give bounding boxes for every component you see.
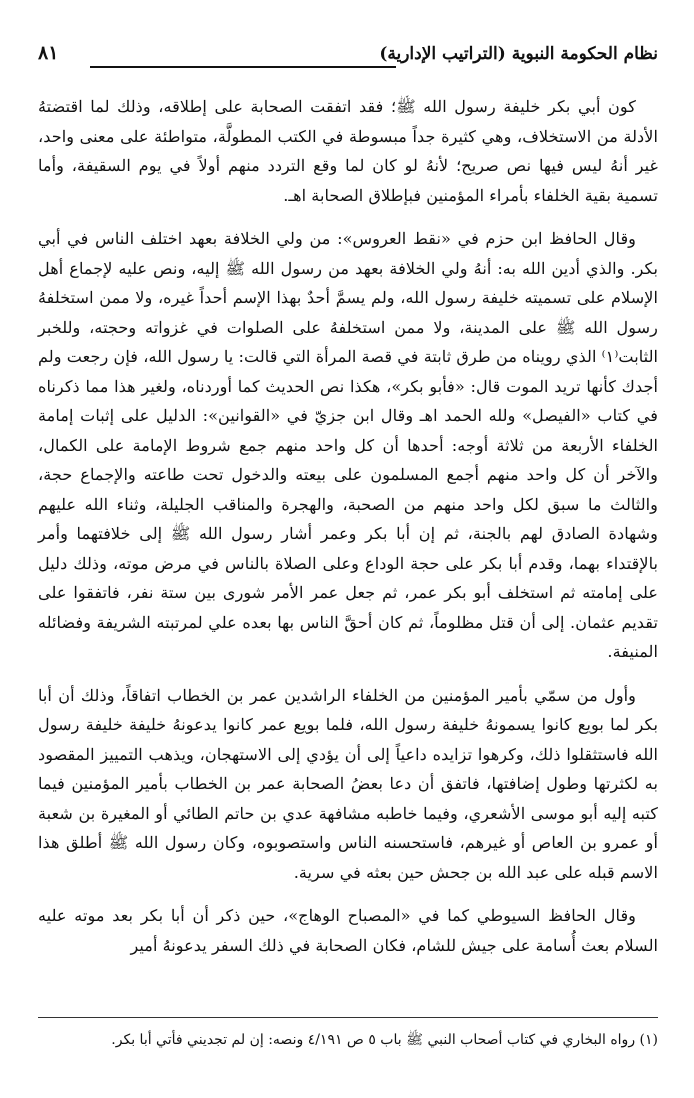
page-number: ٨١ — [38, 42, 59, 64]
paragraph: كون أبي بكر خليفة رسول الله ﷺ؛ فقد اتفقت الصحابة على إطلاقه، وذلك لما اقتضتهُ الأدلة من الاستخلاف، وهي كثيرة جداً مبسوطة في الكتب المطولَّة، متواطئة على معنى واحد، غير أنهُ ليس فيها نص صريح؛ لأنهُ لو كان لما وقع التردد منهم أولاً في يوم السقيفة، وأما تسمية بقية الخلفاء بأمراء المؤمنين فبإطلاق الصحابة اهـ. — [38, 97, 658, 205]
paragraph: وأول من سمّي بأمير المؤمنين من الخلفاء الراشدين عمر بن الخطاب اتفاقاً، وذلك أن أبا بكر لما بويع كانوا يسمونهُ خليفة رسول الله، فلما بويع عمر كانوا يدعونهُ خليفة خليفة رسول الله فاستثقلوا ذلك، وكرهوا تزايده داعياً إلى أن يؤدي إلى الاستهجان، ويذهب التمييز المقصود به لكثرتها وطول إضافتها، فاتفق أن دعا بعضُ الصحابة عمر بن الخطاب بأمير المؤمنين فيما كتبه إليه أبو موسى الأشعري، وفيما خاطبه مشافهة عدي بن حاتم الطائي أو المغيرة بن شعبة أو عمرو بن العاص أو غيرهم، فاستحسنه الناس واستصوبوه، وكان رسول الله ﷺ أطلق هذا الاسم قبله على عبد الله بن جحش حين بعثه في سرية. — [38, 685, 658, 882]
body-text — [38, 92, 658, 974]
running-title: نظام الحكومة النبوية (التراتيب الإدارية) — [379, 44, 658, 64]
paragraph: وقال الحافظ ابن حزم في «نقط العروس»: من ولي الخلافة بعهد اختلف الناس في أبي بكر. والذي أدين الله به: أنهُ ولي الخلافة بعهد من رسول الله ﷺ إليه، ونص عليه لإجماع أهل الإسلام على تسميته خليفة رسول الله، ولم يسمَّ أحدٌ بهذا الإسم أحداً غيره، ولا ممن استخلفهُ رسول الله ﷺ على المدينة، ولا ممن استخلفهُ على الصلوات في غزواته وحجته، وللخبر الثابت⁽١⁾ الذي رويناه من طرق ثابتة في قصة المرأة التي قالت: يا رسول الله، فإن رجعت ولم أجدك كأنها تريد الموت قال: «فأبو بكر»، هكذا نص الحديث كما أوردناه، ولغير هذا مما ذكرناه في كتاب «الفيصل» ولله الحمد اهـ وقال ابن جزيّ في «القوانين»: الدليل على إثبات إمامة الخلفاء الأربعة من ثلاثة أوجه: أحدها أن كل واحد منهم جمع شروط الإمامة على الكمال، والآخر أن كل واحد منهم أجمع المسلمون على بيعته والدخول تحت طاعته والإجماع حجة، والثالث ما سبق لكل واحد منهم من الصحبة، والهجرة والمناقب الجليلة، وثناء الله عليهم وشهادة الصادق لهم بالجنة، ثم إن أبا بكر وعمر أشار رسول الله ﷺ إلى خلافتهما وأمر بالإقتداء بهما، وقدم أبا بكر على حجة الوداع وعلى الصلاة بالناس في مرض موته، وذلك دليل على إمامته ثم استخلف أبو بكر عمر، ثم جعل عمر الأمر شورى بين ستة نفر، فاتفقوا على تقديم عثمان. إلى أن قتل مظلوماً، ثم كان أحقَّ الناس بها بعده علي لمرتبته الشريفة وفضائله المنيفة. — [38, 229, 658, 661]
paragraph: وقال الحافظ السيوطي كما في «المصباح الوهاج»، حين ذكر أن أبا بكر بعد موته عليه السلام بعث أُسامة على جيش للشام، فكان الصحابة في ذلك السفر يدعونهُ أمير — [38, 906, 658, 955]
header-rule — [90, 66, 396, 68]
footnote: (١) رواه البخاري في كتاب أصحاب النبي ﷺ باب ٥ ص ٤/١٩١ ونصه: إن لم تجديني فأتي أبا بكر. — [111, 1032, 658, 1048]
running-header — [38, 40, 658, 80]
footnote-rule — [38, 1017, 658, 1018]
